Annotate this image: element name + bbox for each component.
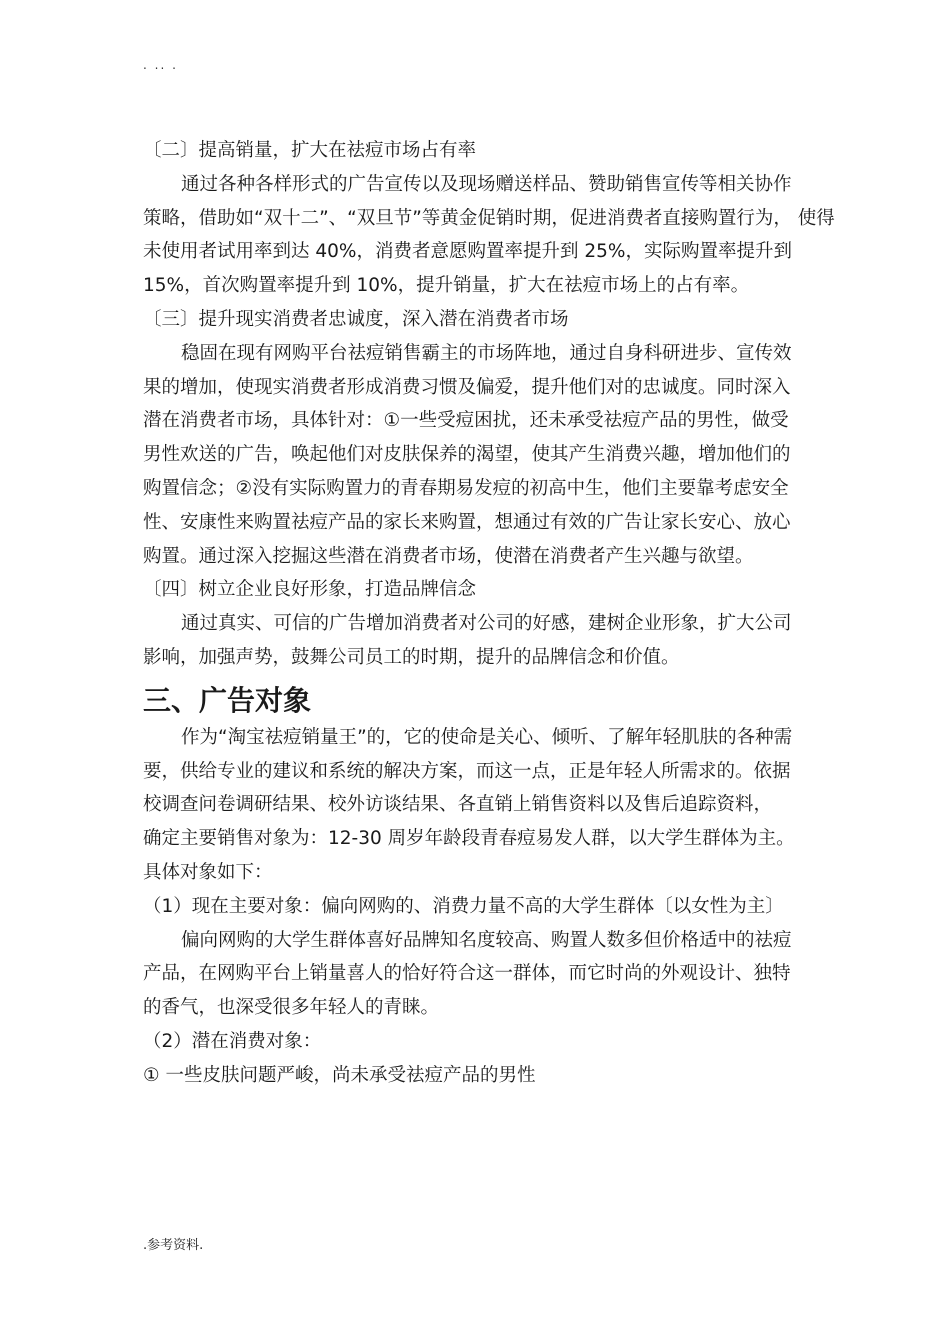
text-line: 〔三〕提升现实消费者忠诚度，深入潜在消费者市场 <box>143 308 569 330</box>
text-line: 通过真实、可信的广告增加消费者对公司的好感，建树企业形象，扩大公司 <box>181 613 792 635</box>
text-line: 影响，加强声势，鼓舞公司员工的时期，提升的品牌信念和价值。 <box>143 646 680 668</box>
text-line: ① 一些皮肤问题严峻，尚未承受祛痘产品的男性 <box>143 1064 536 1086</box>
text-line: 具体对象如下： <box>143 861 273 883</box>
text-line: （2）潜在消费对象： <box>143 1030 322 1052</box>
text-line: 〔四〕树立企业良好形象，打造品牌信念 <box>143 579 477 601</box>
text-line: 策略，借助如“双十二”、“双旦节”等黄金促销时期，促进消费者直接购置行为， 使得 <box>143 207 835 229</box>
text-line: 校调查问卷调研结果、校外访谈结果、各直销上销售资料以及售后追踪资料， <box>143 794 773 816</box>
text-line: 购置信念；②没有实际购置力的青春期易发痘的初高中生，他们主要靠考虑安全 <box>143 477 789 499</box>
document-body <box>143 134 835 1093</box>
text-line: （1）现在主要对象：偏向网购的、消费力量不高的大学生群体〔以女性为主〕 <box>143 895 784 917</box>
footer-note: .参考资料. <box>143 1238 204 1253</box>
text-line: 潜在消费者市场，具体针对：①一些受痘困扰，还未承受祛痘产品的男性，做受 <box>143 410 789 432</box>
text-line: 作为“淘宝祛痘销量王”的，它的使命是关心、倾听、了解年轻肌肤的各种需 <box>181 726 793 748</box>
text-line: 15%，首次购置率提升到 10%，提升销量，扩大在祛痘市场上的占有率。 <box>143 275 750 297</box>
text-line: 确定主要销售对象为：12-30 周岁年龄段青春痘易发人群，以大学生群体为主。 <box>143 828 795 850</box>
section-heading: 三、广告对象 <box>143 683 312 717</box>
text-line: 未使用者试用率到达 40%，消费者意愿购置率提升到 25%，实际购置率提升到 <box>143 241 793 263</box>
paragraph-block-goals <box>143 134 835 675</box>
header-mark: . .. . <box>143 58 178 72</box>
text-line: 偏向网购的大学生群体喜好品牌知名度较高、购置人数多但价格适中的祛痘 <box>181 929 792 951</box>
text-line: 要，供给专业的建议和系统的解决方案，而这一点，正是年轻人所需求的。依据 <box>143 760 791 782</box>
text-line: 的香气，也深受很多年轻人的青睐。 <box>143 997 440 1019</box>
text-line: 产品，在网购平台上销量喜人的恰好符合这一群体，而它时尚的外观设计、独特 <box>143 963 791 985</box>
text-line: 购置。通过深入挖掘这些潜在消费者市场，使潜在消费者产生兴趣与欲望。 <box>143 545 754 567</box>
text-line: 通过各种各样形式的广告宣传以及现场赠送样品、赞助销售宣传等相关协作 <box>181 173 792 195</box>
text-line: 稳固在现有网购平台祛痘销售霸主的市场阵地，通过自身科研进步、宣传效 <box>181 342 792 364</box>
paragraph-block-audience <box>143 721 813 1093</box>
text-line: 男性欢送的广告，唤起他们对皮肤保养的渴望，使其产生消费兴趣，增加他们的 <box>143 444 791 466</box>
text-line: 果的增加，使现实消费者形成消费习惯及偏爱，提升他们对的忠诚度。同时深入 <box>143 376 791 398</box>
text-line: 〔二〕提高销量，扩大在祛痘市场占有率 <box>143 140 477 161</box>
text-line: 性、安康性来购置祛痘产品的家长来购置，想通过有效的广告让家长安心、放心 <box>143 511 791 533</box>
